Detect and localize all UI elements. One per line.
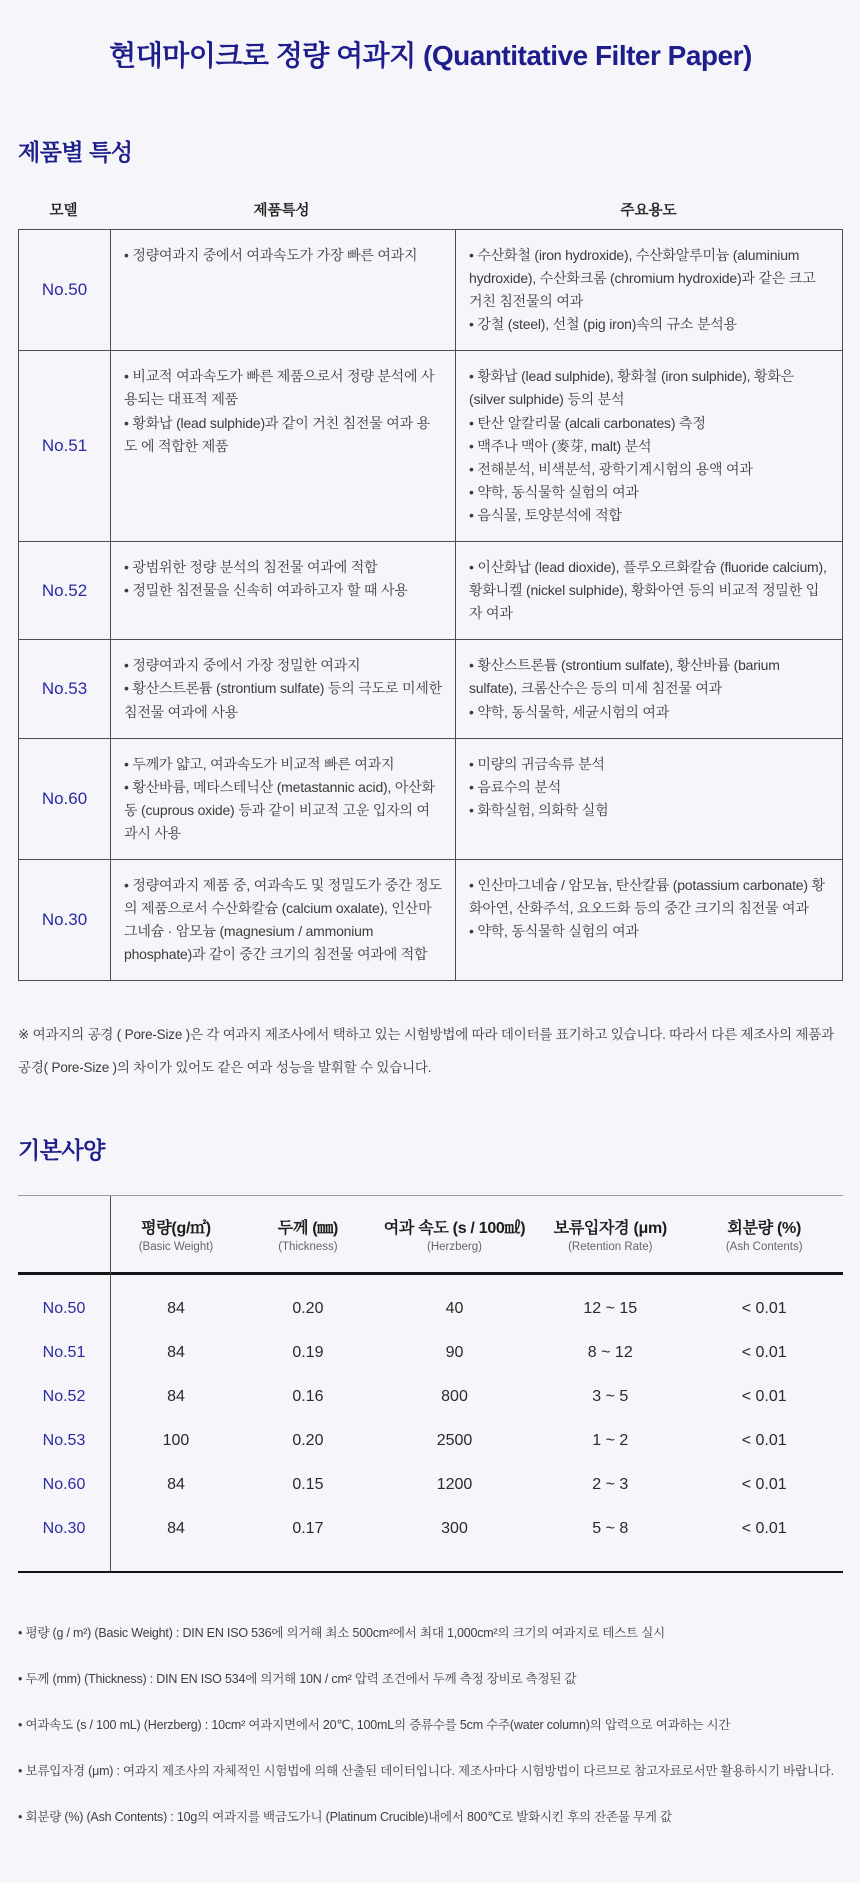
use-item: • 인산마그네슘 / 암모늄, 탄산칼륨 (potassium carbonate) 황화아연, 산화주석, 요오드화 등의 중간 크기의 침전물 여과 <box>469 874 829 920</box>
characteristics-table <box>18 229 843 981</box>
table-row <box>19 350 842 541</box>
spec-basic-weight: 84 <box>167 1520 185 1538</box>
specs-heading: 기본사양 <box>18 1137 105 1164</box>
spec-retention: 12 ~ 15 <box>583 1300 638 1318</box>
feature-item: • 정량여과지 제품 중, 여과속도 및 정밀도가 중간 정도의 제품으로서 수산화칼슘 (calcium oxalate), 인산마그네슘 · 암모늄 (magnesium / ammonium phosphate)과 같이 중간 크기의 침전물 여과에 적합 <box>124 874 442 966</box>
spec-thickness: 0.20 <box>292 1432 324 1450</box>
uses-cell <box>456 860 842 980</box>
spec-retention: 3 ~ 5 <box>592 1388 629 1406</box>
spec-model: No.51 <box>42 1344 86 1362</box>
spec-ash: < 0.01 <box>741 1388 787 1406</box>
spec-ash: < 0.01 <box>741 1300 787 1318</box>
footnote-item: • 여과속도 (s / 100 mL) (Herzberg) : 10cm² 여과지면에서 20℃, 100mL의 증류수를 5cm 수주(water column)의 압력으로 여과하는 시간 <box>18 1715 843 1733</box>
use-item: • 맥주나 맥아 (麥芽, malt) 분석 <box>469 435 829 458</box>
features-cell <box>111 860 456 980</box>
use-item: • 탄산 알칼리물 (alcali carbonates) 측정 <box>469 412 829 435</box>
model-cell: No.51 <box>19 351 111 541</box>
spec-header-basic-weight: 평량(g/㎡) (Basic Weight) <box>138 1220 214 1254</box>
column-header-features: 제품특성 <box>253 203 310 219</box>
spec-header-speed: 여과 속도 (s / 100㎖) (Herzberg) <box>383 1220 526 1254</box>
spec-row <box>18 1287 843 1331</box>
features-cell <box>111 542 456 639</box>
spec-speed: 2500 <box>436 1432 473 1450</box>
characteristics-heading: 제품별 특성 <box>18 139 133 165</box>
footnote-item: • 평량 (g / m²) (Basic Weight) : DIN EN ISO 536에 의거해 최소 500cm²에서 최대 1,000cm²의 크기의 여과지로 테스트 실시 <box>18 1623 843 1641</box>
spec-header-retention: 보류입자경 (μm) (Retention Rate) <box>553 1220 667 1254</box>
feature-item: • 정량여과지 중에서 가장 정밀한 여과지 <box>124 654 442 677</box>
section-characteristics <box>18 134 843 1084</box>
spec-basic-weight: 84 <box>167 1388 185 1406</box>
feature-item: • 정량여과지 중에서 여과속도가 가장 빠른 여과지 <box>124 244 442 267</box>
spec-speed: 90 <box>445 1344 464 1362</box>
table-row <box>19 541 842 639</box>
specs-header-row <box>18 1196 843 1275</box>
spec-model: No.60 <box>42 1476 86 1494</box>
spec-ash: < 0.01 <box>741 1520 787 1538</box>
specs-body <box>18 1275 843 1571</box>
features-cell <box>111 351 456 541</box>
spec-footnotes <box>18 1623 843 1825</box>
characteristics-column-headers <box>18 199 843 220</box>
table-row <box>19 859 842 980</box>
spec-retention: 8 ~ 12 <box>587 1344 633 1362</box>
footnote-item: • 회분량 (%) (Ash Contents) : 10g의 여과지를 백금도가니 (Platinum Crucible)내에서 800℃로 발화시킨 후의 잔존물 무게 값 <box>18 1807 843 1825</box>
use-item: • 약학, 동식물학 실험의 여과 <box>469 481 829 504</box>
use-item: • 약학, 동식물학 실험의 여과 <box>469 920 829 943</box>
model-cell: No.30 <box>19 860 111 980</box>
spec-ash: < 0.01 <box>741 1344 787 1362</box>
spec-ash: < 0.01 <box>741 1432 787 1450</box>
features-cell <box>111 230 456 350</box>
section-specs <box>18 1132 843 1825</box>
spec-row <box>18 1419 843 1463</box>
spec-thickness: 0.15 <box>292 1476 324 1494</box>
spec-thickness: 0.17 <box>292 1520 324 1538</box>
spec-basic-weight: 84 <box>167 1300 185 1318</box>
spec-retention: 5 ~ 8 <box>592 1520 629 1538</box>
uses-cell <box>456 739 842 859</box>
feature-item: • 정밀한 침전물을 신속히 여과하고자 할 때 사용 <box>124 579 442 602</box>
pore-size-note: ※ 여과지의 공경 ( Pore-Size )은 각 여과지 제조사에서 택하고 있는 시험방법에 따라 데이터를 표기하고 있습니다. 따라서 다른 제조사의 제품과 공경( Pore-Size )의 차이가 있어도 같은 여과 성능을 발휘할 수 있습니다. <box>18 1027 834 1075</box>
spec-model: No.50 <box>42 1300 86 1318</box>
feature-item: • 황산바륨, 메타스테닉산 (metastannic acid), 아산화동 (cuprous oxide) 등과 같이 비교적 고운 입자의 여과시 사용 <box>124 776 442 845</box>
use-item: • 수산화철 (iron hydroxide), 수산화알루미늄 (aluminium hydroxide), 수산화크롬 (chromium hydroxide)과 같은 크고 거친 침전물의 여과 <box>469 244 829 313</box>
use-item: • 전해분석, 비색분석, 광학기계시험의 용액 여과 <box>469 458 829 481</box>
spec-speed: 800 <box>441 1388 468 1406</box>
spec-header-ash: 회분량 (%) (Ash Contents) <box>725 1220 803 1254</box>
use-item: • 화학실험, 의화학 실험 <box>469 799 829 822</box>
uses-cell <box>456 640 842 737</box>
uses-cell <box>456 351 842 541</box>
spec-basic-weight: 84 <box>167 1476 185 1494</box>
footnote-item: • 보류입자경 (μm) : 여과지 제조사의 자체적인 시험법에 의해 산출된 데이터입니다. 제조사마다 시험방법이 다르므로 참고자료로서만 활용하시기 바랍니다. <box>18 1761 843 1779</box>
spec-retention: 2 ~ 3 <box>592 1476 629 1494</box>
table-row <box>19 639 842 737</box>
column-header-model: 모델 <box>49 203 78 219</box>
spec-speed: 300 <box>441 1520 468 1538</box>
table-row <box>19 230 842 350</box>
specs-table <box>18 1195 843 1573</box>
spec-model: No.52 <box>42 1388 86 1406</box>
model-cell: No.50 <box>19 230 111 350</box>
spec-thickness: 0.19 <box>292 1344 324 1362</box>
spec-row <box>18 1507 843 1551</box>
model-cell: No.52 <box>19 542 111 639</box>
column-header-uses: 주요용도 <box>620 203 677 219</box>
spec-header-thickness: 두께 (㎜) (Thickness) <box>277 1220 339 1254</box>
use-item: • 이산화납 (lead dioxide), 플루오르화칼슘 (fluoride calcium), 황화니켈 (nickel sulphide), 황화아연 등의 비교적 정밀한 입자 여과 <box>469 556 829 625</box>
table-row <box>19 738 842 859</box>
spec-thickness: 0.16 <box>292 1388 324 1406</box>
spec-speed: 40 <box>445 1300 464 1318</box>
table-divider <box>110 1196 111 1571</box>
uses-cell <box>456 542 842 639</box>
spec-basic-weight: 84 <box>167 1344 185 1362</box>
use-item: • 음식물, 토양분석에 적합 <box>469 504 829 527</box>
model-cell: No.53 <box>19 640 111 737</box>
feature-item: • 비교적 여과속도가 빠른 제품으로서 정량 분석에 사용되는 대표적 제품 <box>124 365 442 411</box>
spec-model: No.30 <box>42 1520 86 1538</box>
use-item: • 황화납 (lead sulphide), 황화철 (iron sulphide), 황화은(silver sulphide) 등의 분석 <box>469 365 829 411</box>
spec-thickness: 0.20 <box>292 1300 324 1318</box>
use-item: • 미량의 귀금속류 분석 <box>469 753 829 776</box>
use-item: • 황산스트론튬 (strontium sulfate), 황산바륨 (barium sulfate), 크롬산수은 등의 미세 침전물 여과 <box>469 654 829 700</box>
use-item: • 음료수의 분석 <box>469 776 829 799</box>
features-cell <box>111 739 456 859</box>
spec-ash: < 0.01 <box>741 1476 787 1494</box>
spec-row <box>18 1331 843 1375</box>
spec-row <box>18 1375 843 1419</box>
footnote-item: • 두께 (mm) (Thickness) : DIN EN ISO 534에 의거해 10N / cm² 압력 조건에서 두께 측정 장비로 측정된 값 <box>18 1669 843 1687</box>
uses-cell <box>456 230 842 350</box>
feature-item: • 황화납 (lead sulphide)과 같이 거친 침전물 여과 용도 에 적합한 제품 <box>124 412 442 458</box>
feature-item: • 두께가 얇고, 여과속도가 비교적 빠른 여과지 <box>124 753 442 776</box>
feature-item: • 황산스트론튬 (strontium sulfate) 등의 극도로 미세한 침전물 여과에 사용 <box>124 677 442 723</box>
spec-basic-weight: 100 <box>162 1432 190 1450</box>
use-item: • 약학, 동식물학, 세균시험의 여과 <box>469 701 829 724</box>
feature-item: • 광범위한 정량 분석의 침전물 여과에 적합 <box>124 556 442 579</box>
features-cell <box>111 640 456 737</box>
spec-speed: 1200 <box>436 1476 473 1494</box>
spec-retention: 1 ~ 2 <box>592 1432 629 1450</box>
spec-model: No.53 <box>42 1432 86 1450</box>
model-cell: No.60 <box>19 739 111 859</box>
use-item: • 강철 (steel), 선철 (pig iron)속의 규소 분석용 <box>469 313 829 336</box>
spec-row <box>18 1463 843 1507</box>
page-title: 현대마이크로 정량 여과지 (Quantitative Filter Paper) <box>109 40 752 71</box>
